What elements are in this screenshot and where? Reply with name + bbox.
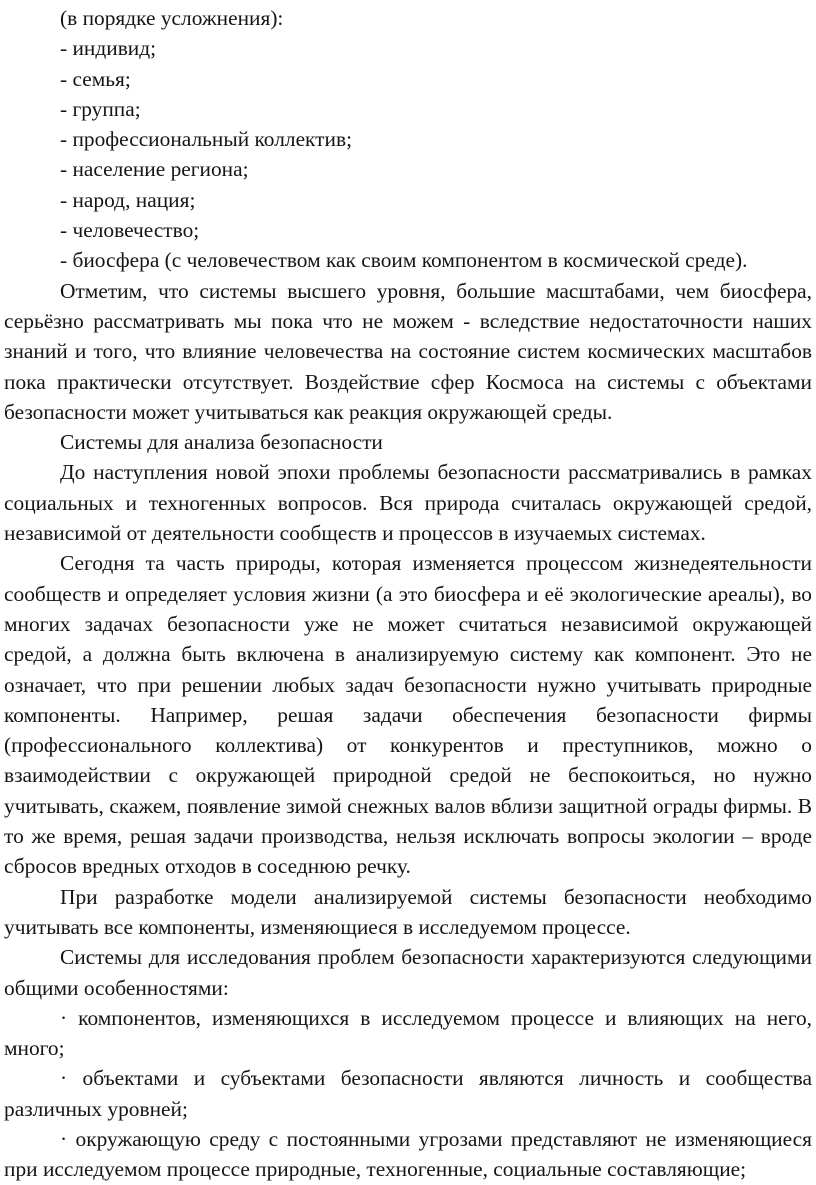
bullet-item: · объектами и субъектами безопасности являются личность и сообщества различных уровней; <box>4 1066 812 1121</box>
list-item: - семья; <box>60 66 131 91</box>
paragraph-model: При разработке модели анализируемой системы безопасности необходимо учитывать все компоненты, изменяющиеся в исследуемом процессе. <box>4 884 812 939</box>
list-item: - индивид; <box>60 36 157 61</box>
list-item: - народ, нация; <box>60 187 196 212</box>
list-item: - население региона; <box>60 157 249 182</box>
list-item: - биосфера (с человечеством как своим компонентом в космической среде). <box>60 248 748 273</box>
bullet-item: · компонентов, изменяющихся в исследуемом процессе и влияющих на него, много; <box>4 1005 812 1061</box>
paragraph-new-era: До наступления новой эпохи проблемы безопасности рассматривались в рамках социальных и техногенных вопросов. Вся природа считалась окружающей средой, независимой от деятельности сообществ и процессов в изучаемых системах. <box>4 460 812 546</box>
paragraph-today: Сегодня та часть природы, которая изменяется процессом жизнедеятельности сообществ и определяет условия жизни (а это биосфера и её экологические ареалы), во многих задачах безопасности уже не может считаться независимой окружающей средой, а должна быть включена в анализируемую систему как компонент. Это не означает, что при решении любых задач безопасности нужно учитывать природные компоненты. Например, решая задачи обеспечения безопасности фирмы (профессионального коллектива) от конкурентов и преступников, можно о взаимодействии с окружающей природной средой не беспокоиться, но нужно учитывать, скажем, появление зимой снежных валов вблизи защитной ограды фирмы. В то же время, решая задачи производства, нельзя исключать вопросы экологии – вроде сбросов вредных отходов в соседнюю речку. <box>4 551 812 879</box>
section-heading: Системы для анализа безопасности <box>60 430 383 455</box>
bullet-item: · окружающую среду с постоянными угрозами представляют не изменяющиеся при исследуемом процессе природные, техногенные, социальные составляющие; <box>4 1126 812 1182</box>
paragraph-features: Системы для исследования проблем безопасности характеризуются следующими общими особенностями: <box>4 945 812 1000</box>
list-item: - человечество; <box>60 218 200 243</box>
paragraph-higher-systems: Отметим, что системы высшего уровня, большие масштабами, чем биосфера, серьёзно рассматривать мы пока что не можем - вследствие недостаточности наших знаний и того, что влияние человечества на состояние систем космических масштабов пока практически отсутствует. Воздействие сфер Космоса на системы с объектами безопасности может учитываться как реакция окружающей среды. <box>4 278 812 424</box>
list-lead: (в порядке усложнения): <box>60 6 284 30</box>
list-item: - профессиональный коллектив; <box>60 127 353 152</box>
list-item: - группа; <box>60 96 141 121</box>
